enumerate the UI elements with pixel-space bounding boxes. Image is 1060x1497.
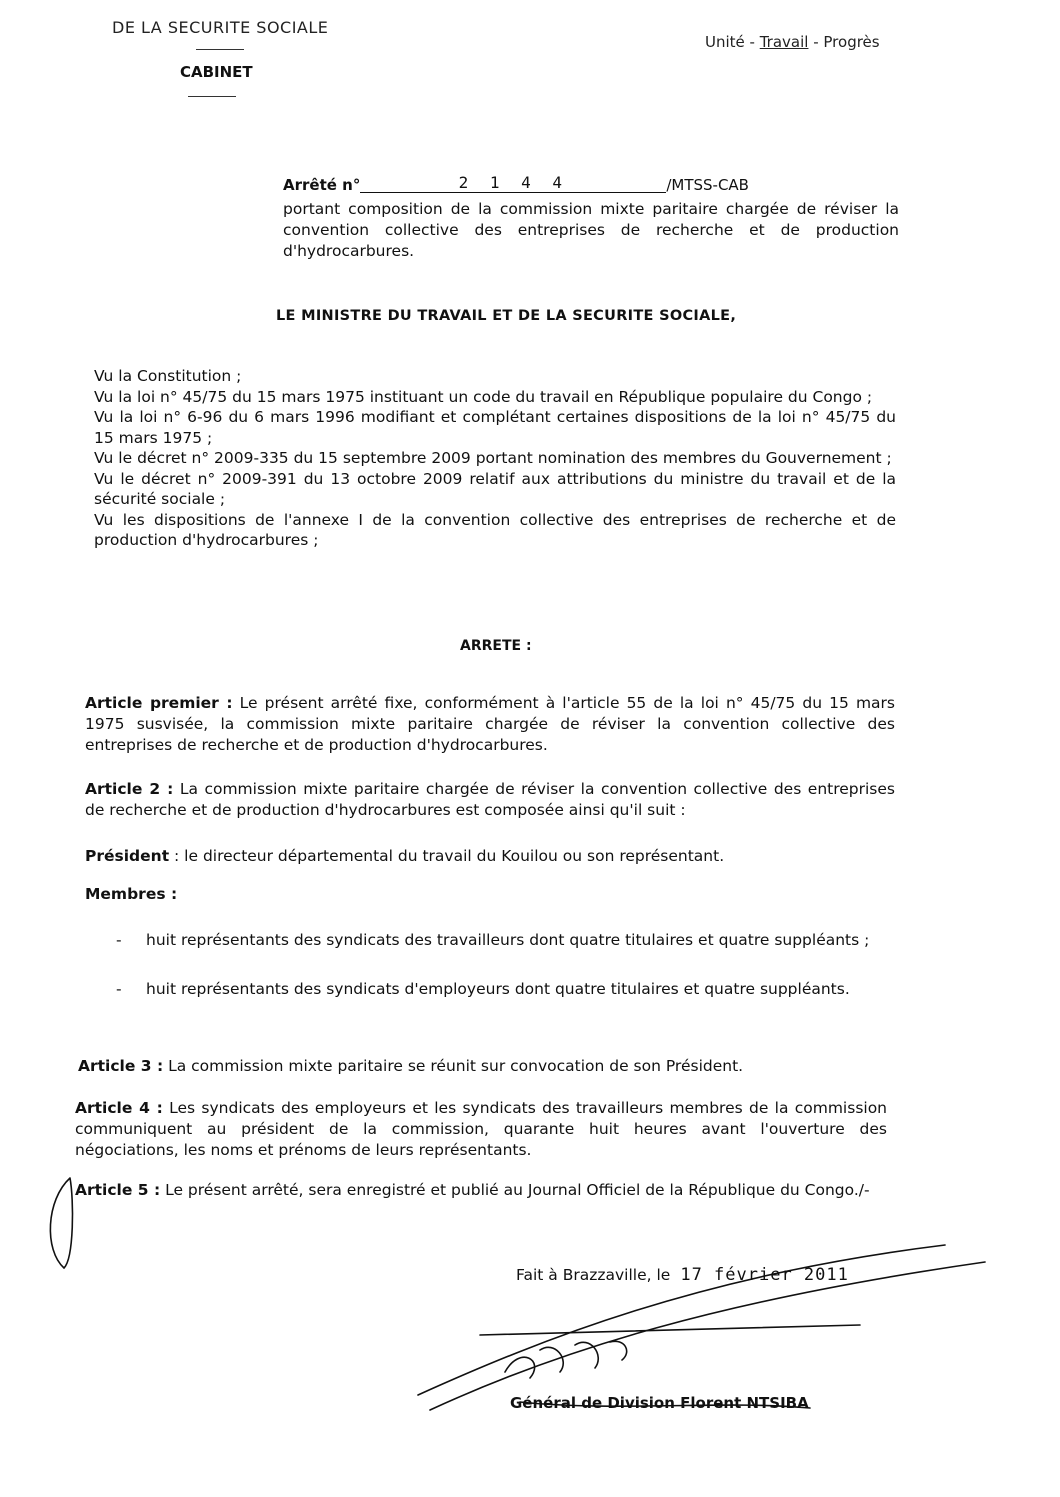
members-label: Membres : [85, 885, 178, 903]
decree-number: 2 1 4 4 [360, 173, 666, 193]
visa-item: Vu les dispositions de l'annexe I de la convention collective des entreprises de recherche et de production d'hydrocarbures ; [94, 510, 896, 549]
decree-object: portant composition de la commission mixte paritaire chargée de réviser la convention collective des entreprises de recherche et de production d'hydrocarbures. [283, 200, 899, 260]
signature-initials [505, 1341, 627, 1378]
signer-name: Général de Division Florent NTSIBA [510, 1394, 809, 1412]
visa-item: Vu la loi n° 6-96 du 6 mars 1996 modifiant et complétant certaines dispositions de la loi n° 45/75 du 15 mars 1975 ; [94, 408, 896, 447]
motto-right: - Progrès [808, 33, 880, 51]
visa-item: Vu la Constitution ; [94, 367, 242, 385]
president-text: : le directeur départemental du travail du Kouilou ou son représentant. [169, 847, 725, 865]
decree-suffix: /MTSS-CAB [666, 176, 749, 194]
place: Fait à Brazzaville, le [516, 1266, 671, 1284]
signature-stroke [430, 1262, 985, 1410]
visa-item: Vu la loi n° 45/75 du 15 mars 1975 instituant un code du travail en République populaire du Congo ; [94, 387, 873, 406]
president-label: Président [85, 847, 170, 865]
article-text: Le présent arrêté fixe, conformément à l'article 55 de la loi n° 45/75 du 15 mars 1975 susvisée, la commission mixte paritaire chargée de réviser la convention collective des entreprises de recherche et de production d'hydrocarbures. [85, 694, 895, 754]
arrete-heading: ARRETE : [460, 638, 532, 654]
article-text: Les syndicats des employeurs et les syndicats des travailleurs membres de la commission communiquent au président de la commission, quarante huit heures avant l'ouverture des négociations, les noms et prénoms de leurs représentants. [75, 1099, 888, 1159]
article-label: Article 2 : [85, 780, 174, 798]
signature-loop [50, 1178, 72, 1268]
decree-prefix: Arrêté n° [283, 176, 361, 194]
article-label: Article 4 : [75, 1099, 163, 1117]
signature-stroke [418, 1245, 945, 1395]
article-label: Article premier : [85, 694, 233, 712]
list-item: - huit représentants des syndicats des travailleurs dont quatre titulaires et quatre suppléants ; [116, 930, 890, 951]
motto-left: Unité - [705, 33, 760, 51]
signature-stroke [480, 1325, 860, 1335]
visa-item: Vu le décret n° 2009-391 du 13 octobre 2009 relatif aux attributions du ministre du travail et de la sécurité sociale ; [94, 469, 896, 508]
article-label: Article 5 : [75, 1181, 161, 1199]
article-text: Le présent arrêté, sera enregistré et publié au Journal Officiel de la République du Congo./- [160, 1181, 870, 1199]
minister-title: LE MINISTRE DU TRAVAIL ET DE LA SECURITE SOCIALE, [276, 308, 737, 324]
article-text: La commission mixte paritaire chargée de réviser la convention collective des entreprises de recherche et de production d'hydrocarbures est composée ainsi qu'il suit : [85, 780, 895, 819]
signature-date: 17 février 2011 [680, 1265, 849, 1285]
list-item: - huit représentants des syndicats d'employeurs dont quatre titulaires et quatre suppléants. [116, 979, 890, 1000]
visa-item: Vu le décret n° 2009-335 du 15 septembre 2009 portant nomination des membres du Gouvernement ; [94, 449, 892, 467]
article-label: Article 3 : [78, 1057, 164, 1075]
cabinet-label: CABINET [180, 63, 253, 81]
ministry-line: DE LA SECURITE SOCIALE [112, 18, 329, 37]
motto-travail: Travail [759, 33, 809, 51]
article-text: La commission mixte paritaire se réunit sur convocation de son Président. [163, 1057, 744, 1075]
